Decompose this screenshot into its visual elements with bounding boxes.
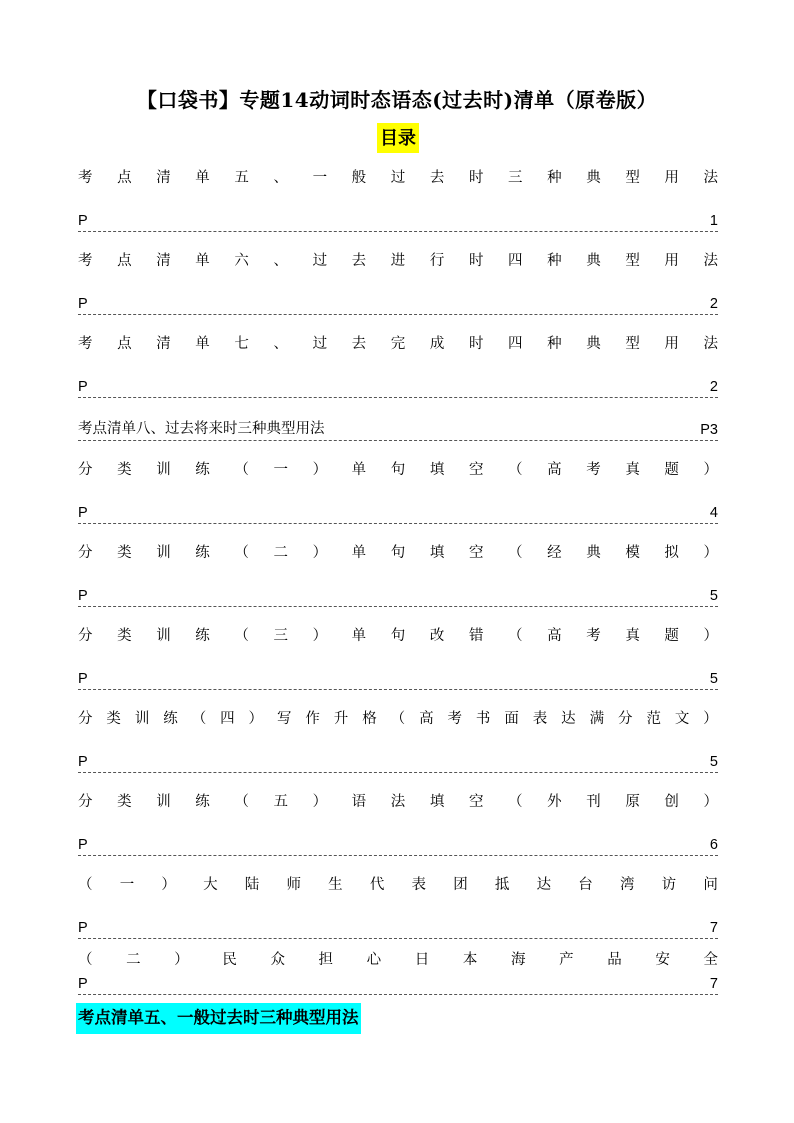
toc-entry-prefix: P <box>78 213 88 229</box>
toc-entry-prefix: P <box>78 920 88 936</box>
toc-entry-prefix: P <box>78 588 88 604</box>
toc-entry-page: 7 <box>709 920 718 936</box>
toc-entry-title: 分 类 训 练 （ 三 ） 单 句 改 错 （ 高 考 真 题 ） <box>78 628 718 644</box>
toc-entry-page: 2 <box>709 379 718 395</box>
toc-entry-title: 考点清单八、过去将来时三种典型用法 <box>78 421 325 437</box>
toc-entry-title: 考 点 清 单 五 、 一 般 过 去 时 三 种 典 型 用 法 <box>78 170 718 186</box>
toc-entry-prefix: P <box>78 976 88 992</box>
toc-entry-prefix: P <box>78 296 88 312</box>
toc-entry-page: P3 <box>700 422 718 438</box>
toc-entry-prefix: P <box>78 671 88 687</box>
toc-entry-title: 分 类 训 练 （ 四 ） 写 作 升 格 （ 高 考 书 面 表 达 满 分 范 文 ） <box>78 711 718 727</box>
toc-entry[interactable] <box>78 418 718 441</box>
toc-entry-prefix: P <box>78 837 88 853</box>
toc-entry-page: 5 <box>709 588 718 604</box>
toc-entry-title: （ 一 ） 大 陆 师 生 代 表 团 抵 达 台 湾 访 问 <box>78 877 718 893</box>
toc-entry-title: 考 点 清 单 六 、 过 去 进 行 时 四 种 典 型 用 法 <box>78 253 718 269</box>
document-title: 【口袋书】专题14动词时态语态(过去时)清单（原卷版） <box>136 88 658 112</box>
toc-entry-page: 2 <box>709 296 718 312</box>
toc-entry-prefix: P <box>78 379 88 395</box>
toc-entry-title: 考 点 清 单 七 、 过 去 完 成 时 四 种 典 型 用 法 <box>78 336 718 352</box>
section-heading: 考点清单五、一般过去时三种典型用法 <box>76 1003 361 1034</box>
toc-entry-page: 7 <box>709 976 718 992</box>
toc-entry-page: 5 <box>709 754 718 770</box>
toc-heading: 目录 <box>377 123 419 153</box>
toc-entry-page: 6 <box>709 837 718 853</box>
toc-entry-page: 5 <box>709 671 718 687</box>
toc-entry-page: 1 <box>709 213 718 229</box>
toc-entry-page: 4 <box>709 505 718 521</box>
toc-entry-title: 分 类 训 练 （ 一 ） 单 句 填 空 （ 高 考 真 题 ） <box>78 462 718 478</box>
toc-entry-title: 分 类 训 练 （ 二 ） 单 句 填 空 （ 经 典 模 拟 ） <box>78 545 718 561</box>
toc-entry-prefix: P <box>78 505 88 521</box>
toc-entry-title: 分 类 训 练 （ 五 ） 语 法 填 空 （ 外 刊 原 创 ） <box>78 794 718 810</box>
toc-entry-prefix: P <box>78 754 88 770</box>
toc-entry-title: （ 二 ） 民 众 担 心 日 本 海 产 品 安 全 <box>78 952 718 968</box>
